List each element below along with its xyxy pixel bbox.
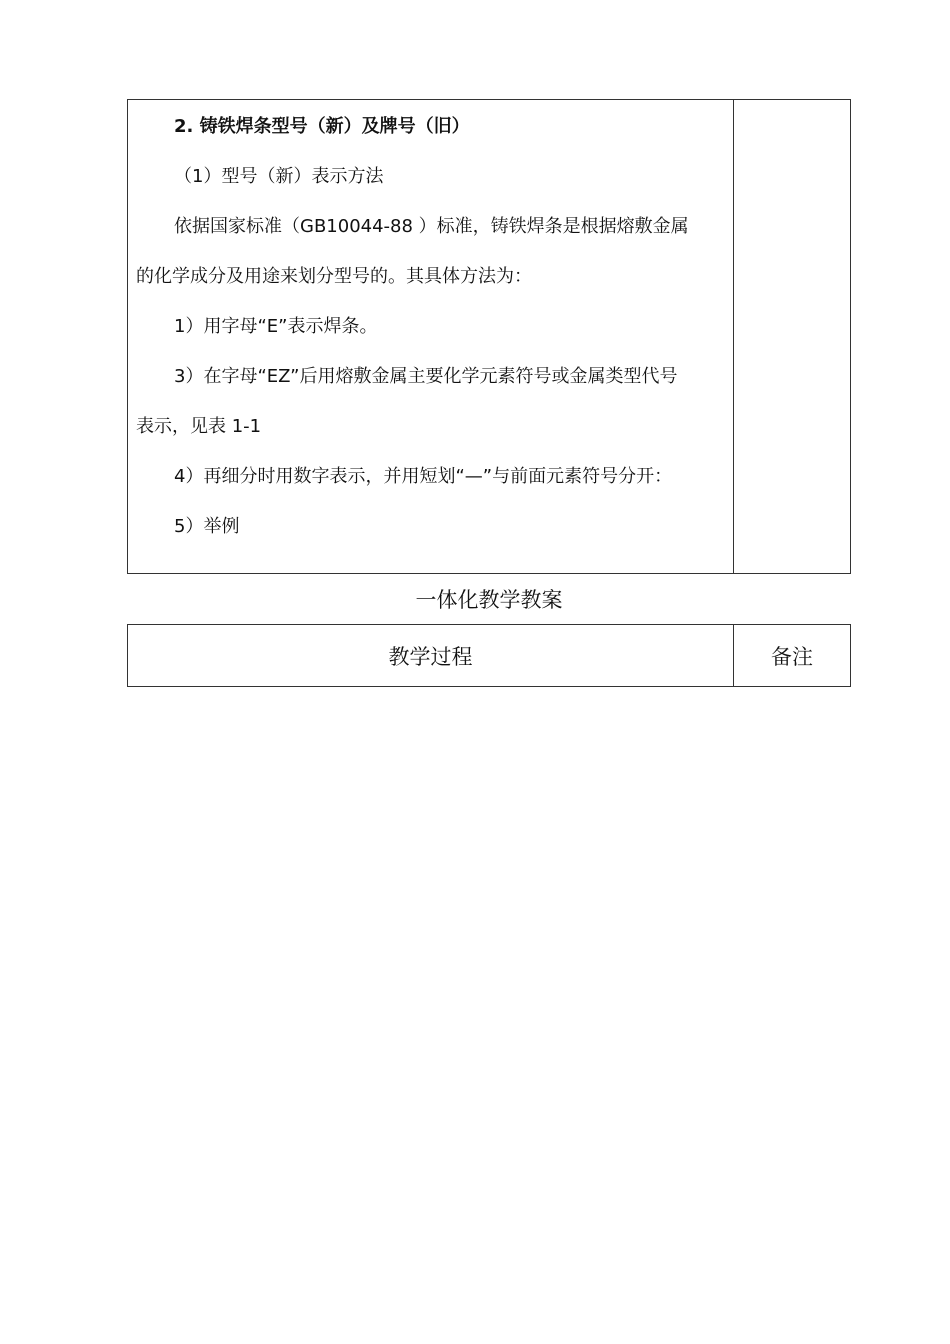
paragraph-line: 表示，见表 1-1 <box>136 416 262 437</box>
paragraph-line: 5）举例 <box>174 516 240 537</box>
paragraph-line: （1）型号（新）表示方法 <box>174 166 384 187</box>
paragraph-line: 1）用字母“E”表示焊条。 <box>174 316 378 337</box>
section-heading: 2. 铸铁焊条型号（新）及牌号（旧） <box>174 116 470 137</box>
paragraph-line: 的化学成分及用途来划分型号的。其具体方法为： <box>136 266 532 287</box>
paragraph-line: 依据国家标准（GB10044-88 ）标准，铸铁焊条是根据熔敷金属 <box>174 216 689 237</box>
content-table <box>127 99 851 574</box>
header-notes: 备注 <box>771 644 813 669</box>
paragraph-line: 4）再细分时用数字表示，并用短划“—”与前面元素符号分开： <box>174 466 673 487</box>
header-process: 教学过程 <box>128 625 734 686</box>
paragraph-line: 3）在字母“EZ”后用熔敷金属主要化学元素符号或金属类型代号 <box>174 366 678 387</box>
content-column <box>128 100 734 573</box>
document-title: 一体化教学教案 <box>415 588 563 612</box>
notes-column <box>734 100 850 573</box>
header-table <box>127 624 851 687</box>
